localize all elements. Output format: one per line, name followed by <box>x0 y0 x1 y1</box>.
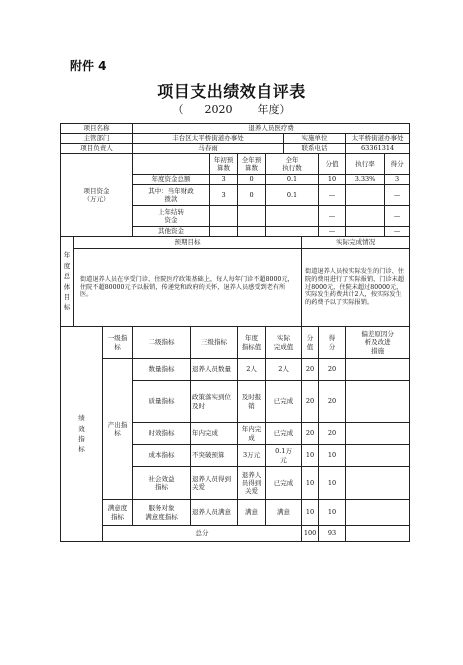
funds-row-score: — <box>319 227 346 237</box>
indicator-l3: 退养人员满意 <box>191 500 238 526</box>
funds-row-plan <box>210 206 238 227</box>
row-project-name <box>61 124 410 134</box>
funds-section-label: 项目资金 （万元） <box>61 154 133 237</box>
indicator-reason <box>346 381 410 423</box>
h-target: 年度 指标值 <box>238 327 266 359</box>
h-level3: 三级指标 <box>191 327 238 359</box>
indicator-get: 10 <box>319 500 346 526</box>
funds-row-exec <box>266 206 319 227</box>
indicator-score: 20 <box>302 423 319 445</box>
indicator-target: 退养人 员得到 关爱 <box>238 467 266 500</box>
h-score: 分 值 <box>302 327 319 359</box>
funds-row-plan: 3 <box>210 185 238 206</box>
output-label: 产出指 标 <box>103 359 133 500</box>
funds-col-rate: 执行率 <box>346 154 385 175</box>
indicator-actual: 2人 <box>266 359 302 381</box>
indicator-get: 20 <box>319 359 346 381</box>
funds-row-full: 0 <box>238 175 266 185</box>
indicator-score: 10 <box>302 445 319 467</box>
row-dept <box>61 134 410 144</box>
year-value: 2020 <box>204 103 233 116</box>
funds-col-get: 得分 <box>385 154 410 175</box>
total-get: 93 <box>319 526 346 542</box>
indicator-l3: 退养人员数量 <box>191 359 238 381</box>
year-open: （ <box>172 103 184 116</box>
indicator-target: 3万元 <box>238 445 266 467</box>
funds-row-label: 其他资金 <box>133 227 210 237</box>
indicator-l2: 成本指标 <box>133 445 191 467</box>
indicator-l2: 数量指标 <box>133 359 191 381</box>
funds-col-plan: 年初预 算数 <box>210 154 238 175</box>
h-level2: 二级指标 <box>133 327 191 359</box>
impl-label: 实施单位 <box>284 134 346 144</box>
funds-row-exec: 0.1 <box>266 175 319 185</box>
total-label: 总分 <box>103 526 302 542</box>
funds-header-row <box>61 154 410 175</box>
funds-col-exec: 全年 执行数 <box>266 154 319 175</box>
indicator-row <box>61 500 410 526</box>
indicator-target: 2人 <box>238 359 266 381</box>
indicator-reason <box>346 467 410 500</box>
goals-actual-text: 街道退养人员按实际发生的门诊、住院的费用进行了实际报销，门诊未超过8000元，住院未超过80000元，实际发生药费共计2人，按实际发生的药费予以了实际报销。 <box>302 249 410 327</box>
funds-row-score: 10 <box>319 175 346 185</box>
indicator-l2: 质量指标 <box>133 381 191 423</box>
indicator-score: 10 <box>302 500 319 526</box>
funds-row-rate: 3.33% <box>346 175 385 185</box>
funds-row-get: 3 <box>385 175 410 185</box>
indicator-score: 20 <box>302 381 319 423</box>
indicator-reason <box>346 359 410 381</box>
funds-row-exec <box>266 227 319 237</box>
h-level1: 一级指 标 <box>103 327 133 359</box>
funds-col-score: 分值 <box>319 154 346 175</box>
indicator-target: 及时报 销 <box>238 381 266 423</box>
funds-row-rate <box>346 227 385 237</box>
phone-label: 联系电话 <box>284 144 346 154</box>
indicator-get: 10 <box>319 445 346 467</box>
h-actual: 实际 完成值 <box>266 327 302 359</box>
funds-col-full: 全年预 算数 <box>238 154 266 175</box>
goals-expected-label: 预期目标 <box>74 237 302 249</box>
indicator-l3: 退养人员得到关爱 <box>191 467 238 500</box>
project-name-label: 项目名称 <box>61 124 133 134</box>
owner-value: 马春雨 <box>133 144 284 154</box>
attachment-label: 附件 4 <box>70 59 107 73</box>
h-get: 得 分 <box>319 327 346 359</box>
indicator-reason <box>346 445 410 467</box>
goals-expected-text: 街道退养人员在享受门诊、住院医疗政策基础上，每人每年门诊不超8000元，住院不超80000元予以报销，传递党和政府的关怀，退养人员感受到老有所医。 <box>74 249 302 327</box>
indicator-reason <box>346 500 410 526</box>
indicators-header-row <box>61 327 410 359</box>
goals-section-label: 年 度 总 体 目 标 <box>61 237 74 327</box>
funds-row-full <box>238 206 266 227</box>
indicator-l2: 社会效益 指标 <box>133 467 191 500</box>
year-close: 年度） <box>257 103 291 116</box>
indicator-l3: 年内完成 <box>191 423 238 445</box>
project-name-value: 退养人员医疗费 <box>133 124 410 134</box>
phone-value: 63361314 <box>346 144 410 154</box>
indicator-get: 10 <box>319 467 346 500</box>
indicators-section-label: 绩 效 指 标 <box>61 327 103 542</box>
indicator-actual: 0.1万 元 <box>266 445 302 467</box>
impl-value: 太平桥街道办事处 <box>346 134 410 144</box>
total-reason <box>346 526 410 542</box>
indicator-actual: 已完成 <box>266 381 302 423</box>
page-title: 项目支出绩效自评表 <box>157 82 306 101</box>
indicator-get: 20 <box>319 423 346 445</box>
dept-label: 主管部门 <box>61 134 133 144</box>
funds-row-label: 年度资金总额 <box>133 175 210 185</box>
indicator-target: 满意 <box>238 500 266 526</box>
indicator-target: 年内完 成 <box>238 423 266 445</box>
funds-row-plan <box>210 227 238 237</box>
satisfaction-label: 满意度 指标 <box>103 500 133 526</box>
indicator-score: 10 <box>302 467 319 500</box>
h-reason: 偏差原因分 析及改进 措施 <box>346 327 410 359</box>
indicator-get: 20 <box>319 381 346 423</box>
funds-row-get: — <box>385 185 410 206</box>
funds-row-get: — <box>385 227 410 237</box>
owner-label: 项目负责人 <box>61 144 133 154</box>
indicator-score: 20 <box>302 359 319 381</box>
funds-row-score: — <box>319 206 346 227</box>
indicator-l3: 政策落实到位及时 <box>191 381 238 423</box>
funds-row-plan: 3 <box>210 175 238 185</box>
indicator-actual: 已完成 <box>266 467 302 500</box>
indicator-actual: 已完成 <box>266 423 302 445</box>
indicator-l2: 服务对象 满意度指标 <box>133 500 191 526</box>
total-score: 100 <box>302 526 319 542</box>
goals-actual-label: 实际完成情况 <box>302 237 410 249</box>
funds-header-blank <box>133 154 210 175</box>
indicator-l3: 不突破预算 <box>191 445 238 467</box>
dept-value: 丰台区太平桥街道办事处 <box>133 134 284 144</box>
funds-row-rate <box>346 206 385 227</box>
evaluation-table <box>60 123 410 542</box>
goals-header-row <box>61 237 410 249</box>
funds-row-exec: 0.1 <box>266 185 319 206</box>
row-owner <box>61 144 410 154</box>
funds-row-rate <box>346 185 385 206</box>
funds-row-score: — <box>319 185 346 206</box>
funds-row-full: 0 <box>238 185 266 206</box>
funds-row-full <box>238 227 266 237</box>
year-line <box>0 101 463 117</box>
total-row <box>61 526 410 542</box>
goals-content-row <box>61 249 410 327</box>
funds-row-label: 其中：当年财政 拨款 <box>133 185 210 206</box>
funds-row-get: — <box>385 206 410 227</box>
indicator-reason <box>346 423 410 445</box>
funds-row-label: 上年结转 资金 <box>133 206 210 227</box>
indicator-row <box>61 359 410 381</box>
indicator-l2: 时效指标 <box>133 423 191 445</box>
indicator-actual: 满意 <box>266 500 302 526</box>
